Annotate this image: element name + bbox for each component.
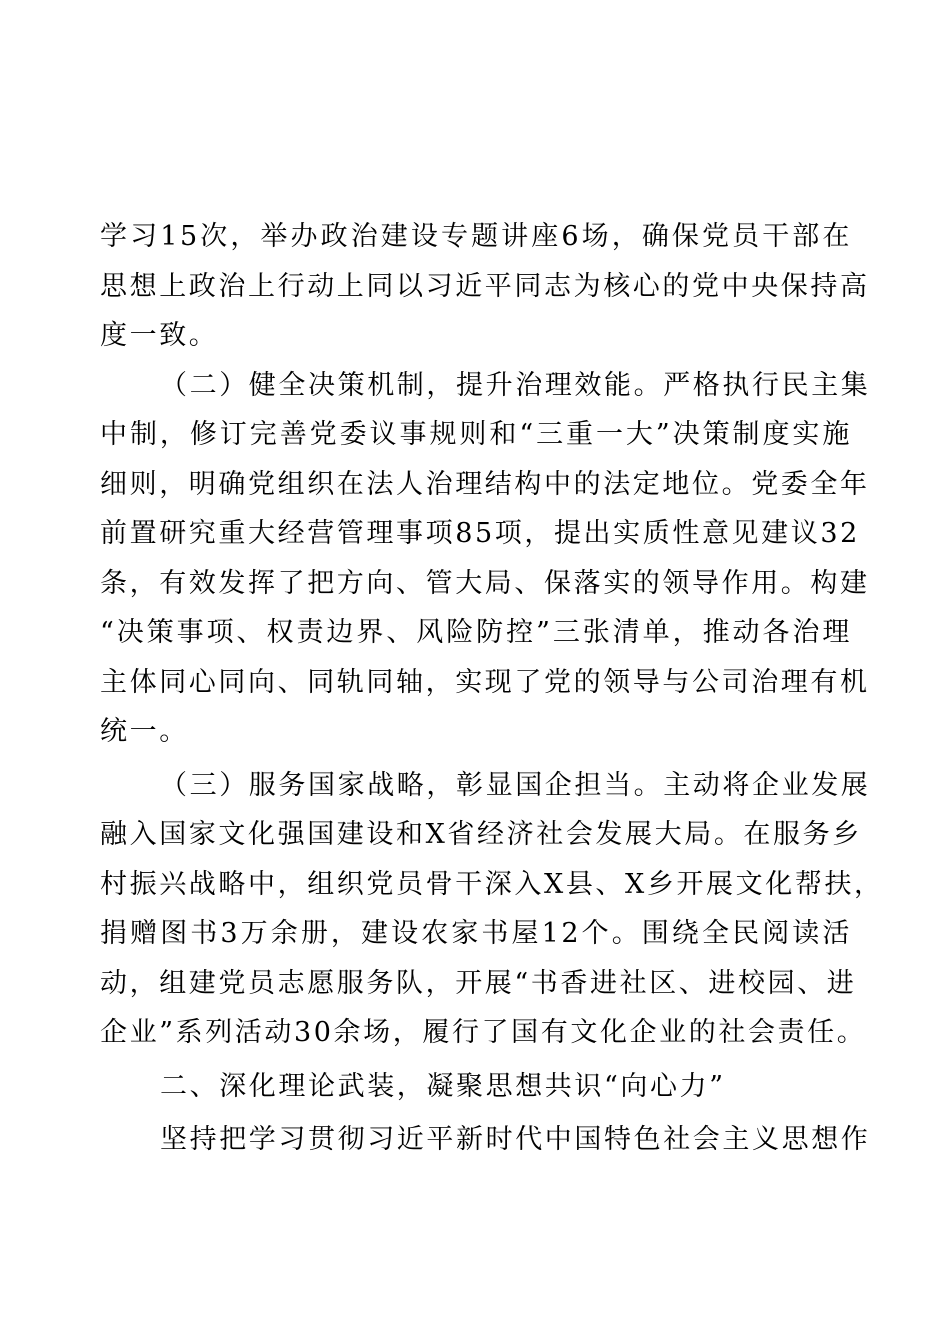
paragraph-continued xyxy=(100,212,870,361)
document-page xyxy=(100,212,884,1165)
text-line: 思想上政治上行动上同以习近平同志为核心的党中央保持高 xyxy=(100,270,870,302)
text-line: “决策事项、权责边界、风险防控”三张清单，推动各治理 xyxy=(100,617,852,648)
text-line: 融入国家文化强国建设和X省经济社会发展大局。在服务乡 xyxy=(100,819,862,850)
subsection-heading-line: （三）服务国家战略，彰显国企担当。主动将企业发展 xyxy=(160,769,871,801)
text-line: 捐赠图书3万余册，建设农家书屋12个。围绕全民阅读活 xyxy=(100,918,852,949)
text-line: 条，有效发挥了把方向、管大局、保落实的领导作用。构建 xyxy=(100,567,870,599)
text-line: 坚持把学习贯彻习近平新时代中国特色社会主义思想作 xyxy=(160,1124,871,1155)
text-line: 细则，明确党组织在法人治理结构中的法定地位。党委全年 xyxy=(100,468,870,500)
text-line: 中制，修订完善党委议事规则和“三重一大”决策制度实施 xyxy=(100,419,852,450)
text-line: 主体同心同向、同轨同轴，实现了党的领导与公司治理有机 xyxy=(100,666,870,698)
text-line: 村振兴战略中，组织党员骨干深入X县、X乡开展文化帮扶， xyxy=(100,868,884,900)
paragraph-body-2 xyxy=(100,1115,871,1165)
subsection-heading-line: （二）健全决策机制，提升治理效能。严格执行民主集 xyxy=(160,369,871,401)
text-line: 前置研究重大经营管理事项85项，提出实质性意见建议32 xyxy=(100,518,860,549)
section-heading-text: 二、深化理论武装，凝聚思想共识“向心力” xyxy=(160,1070,726,1102)
paragraph-subsection-3 xyxy=(100,761,884,1058)
section-heading-2 xyxy=(100,1062,860,1112)
text-line: 企业”系列活动30余场，履行了国有文化企业的社会责任。 xyxy=(100,1017,867,1048)
text-line: 学习15次，举办政治建设专题讲座6场，确保党员干部在 xyxy=(100,221,852,252)
paragraph-subsection-2 xyxy=(100,361,871,757)
text-line: 度一致。 xyxy=(100,320,219,351)
text-line: 统一。 xyxy=(100,716,189,747)
text-line: 动，组建党员志愿服务队，开展“书香进社区、进校园、进 xyxy=(100,967,857,999)
